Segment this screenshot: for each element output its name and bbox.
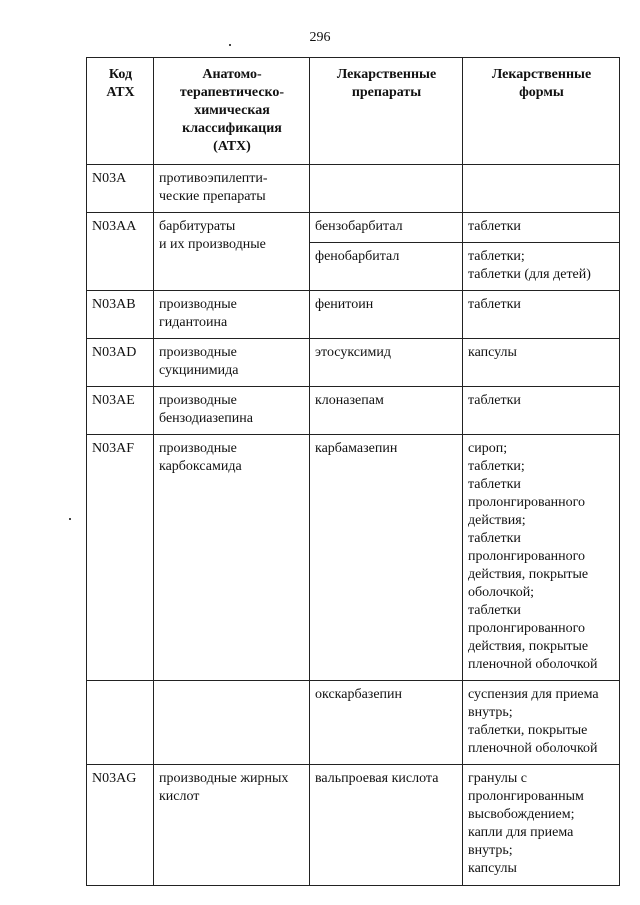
cell-code [87, 681, 154, 765]
cell-drug: вальпроевая кислота [310, 765, 463, 886]
cell-drug: фенобарбитал [310, 243, 463, 291]
cell-classification: производные жирных кислот [154, 765, 310, 886]
header-classification: Анатомо- терапевтическо- химическая классификация (АТХ) [154, 58, 310, 165]
cell-forms: таблетки [463, 213, 620, 243]
cell-code: N03AB [87, 291, 154, 339]
cell-code: N03AG [87, 765, 154, 886]
table-row [87, 435, 620, 681]
scan-speck [229, 44, 231, 46]
cell-classification: производные гидантоина [154, 291, 310, 339]
cell-forms: таблетки [463, 291, 620, 339]
cell-code: N03A [87, 165, 154, 213]
cell-code: N03AF [87, 435, 154, 681]
cell-forms: капсулы [463, 339, 620, 387]
cell-classification: противоэпилепти- ческие препараты [154, 165, 310, 213]
cell-classification: производные сукцинимида [154, 339, 310, 387]
cell-classification: производные карбоксамида [154, 435, 310, 681]
cell-drug: окскарбазепин [310, 681, 463, 765]
header-drugs: Лекарственные препараты [310, 58, 463, 165]
table-row [87, 765, 620, 886]
cell-classification [154, 681, 310, 765]
atx-drug-table [86, 57, 620, 886]
table-row [87, 213, 620, 243]
table-row [87, 165, 620, 213]
cell-code: N03AD [87, 339, 154, 387]
table-row [87, 387, 620, 435]
cell-forms: таблетки [463, 387, 620, 435]
cell-code: N03AA [87, 213, 154, 291]
cell-drug [310, 165, 463, 213]
header-forms: Лекарственные формы [463, 58, 620, 165]
cell-forms: суспензия для приема внутрь; таблетки, покрытые пленочной оболочкой [463, 681, 620, 765]
header-code: Код АТХ [87, 58, 154, 165]
cell-drug: карбамазепин [310, 435, 463, 681]
cell-forms: сироп; таблетки; таблетки пролонгированного действия; таблетки пролонгированного действия, покрытые оболочкой; таблетки пролонгированного действия, покрытые пленочной оболочкой [463, 435, 620, 681]
cell-classification: производные бензодиазепина [154, 387, 310, 435]
table-row [87, 339, 620, 387]
table-header-row [87, 58, 620, 165]
cell-code: N03AE [87, 387, 154, 435]
cell-classification: барбитураты и их производные [154, 213, 310, 291]
cell-drug: бензобарбитал [310, 213, 463, 243]
cell-drug: этосуксимид [310, 339, 463, 387]
cell-forms: гранулы с пролонгированным высвобождением; капли для приема внутрь; капсулы [463, 765, 620, 886]
cell-drug: фенитоин [310, 291, 463, 339]
scan-speck [69, 518, 71, 520]
table-row [87, 291, 620, 339]
cell-forms [463, 165, 620, 213]
cell-forms: таблетки; таблетки (для детей) [463, 243, 620, 291]
table-row [87, 681, 620, 765]
cell-drug: клоназепам [310, 387, 463, 435]
page-number: 296 [309, 30, 331, 45]
